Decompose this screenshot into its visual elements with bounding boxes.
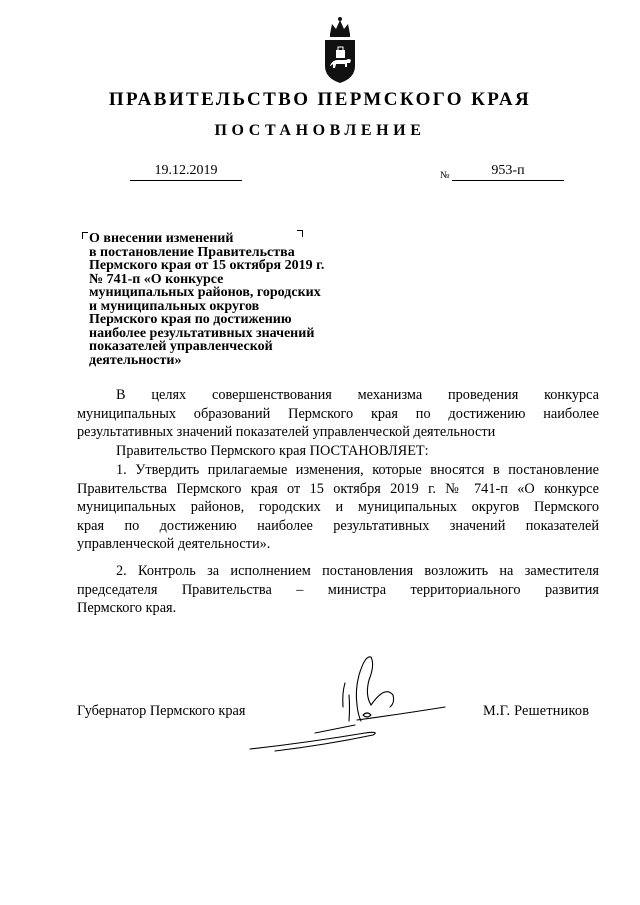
paragraph-line: результативных значений показателей управленческой деятельности [77,424,496,441]
signatory-name: М.Г. Решетников [483,703,590,719]
paragraph-line: муниципальных образований Пермского края по достижению наиболее [77,405,599,422]
date-underline [130,180,242,181]
handwritten-signature [245,645,460,755]
subject-line: № 741-п «О конкурсе [89,271,224,287]
government-title: ПРАВИТЕЛЬСТВО ПЕРМСКОГО КРАЯ [108,89,532,110]
signatory-position: Губернатор Пермского края [77,703,246,719]
document-type: ПОСТАНОВЛЕНИЕ [214,122,426,139]
paragraph-line: 1. Утвердить прилагаемые изменения, которые вносятся в постановление [116,462,599,478]
paragraph-line: 2. Контроль за исполнением постановления возложить на заместителя [116,563,599,579]
subject-line: деятельности» [89,352,182,368]
perm-krai-coat-of-arms-icon [320,12,360,84]
paragraph-line: муниципальных районов, городских и муниципальных округов Пермского [77,499,599,516]
paragraph-line: управленческой деятельности». [77,536,271,553]
paragraph-line: председателя Правительства – министра территориального развития [77,581,599,598]
paragraph-line: Правительство Пермского края ПОСТАНОВЛЯЕТ: [116,443,429,459]
paragraph-line: В целях совершенствования механизма проведения конкурса [116,387,599,403]
resolves-paragraph [116,442,599,461]
subject-line: Пермского края от 15 октября 2019 г. [89,258,325,273]
subject-bracket-left [82,232,88,239]
item-1-paragraph [77,461,599,554]
paragraph-line: Пермского края. [77,600,177,617]
item-2-paragraph [77,562,599,618]
subject-line: Пермского края по достижению [89,312,292,327]
number-underline [452,180,564,181]
document-date: 19.12.2019 [154,163,218,178]
document-subject [89,232,379,367]
intro-paragraph [77,386,599,442]
number-sign: № [440,170,450,181]
subject-line: показателей управленческой [89,339,273,354]
subject-line: О внесении изменений [89,231,234,246]
subject-line: муниципальных районов, городских [89,285,321,300]
paragraph-line: Правительства Пермского края от 15 октября 2019 г. № 741-п «О конкурсе [77,480,599,497]
document-number: 953-п [491,163,525,178]
subject-line: наиболее результативных значений [89,325,315,341]
paragraph-line: края по достижению наиболее результативных значений показателей [77,517,599,534]
subject-line: в постановление Правительства [89,244,295,260]
subject-line: и муниципальных округов [89,298,260,314]
